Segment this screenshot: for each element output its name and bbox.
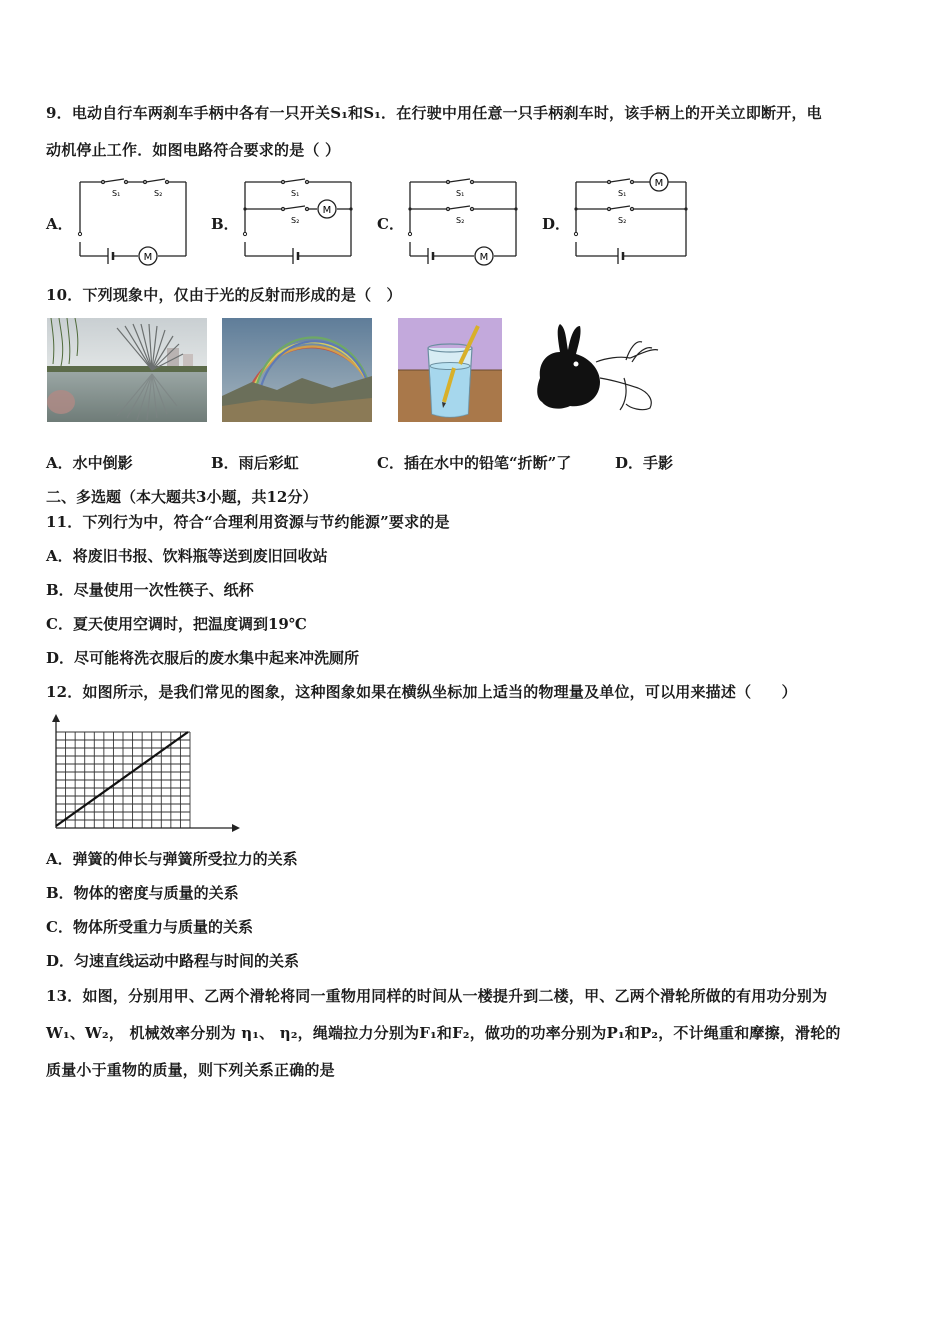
q9-circuit-b-diagram — [237, 176, 357, 266]
q9-circuit-d-diagram — [568, 172, 692, 266]
switch-label: S₂ — [291, 216, 300, 225]
q9-circuit-c-diagram — [402, 176, 522, 266]
switch-label: S₁ — [456, 189, 465, 198]
q9-option-a-label: A． — [46, 215, 73, 233]
q12-option-d: D．匀速直线运动中路程与时间的关系 — [46, 952, 300, 970]
q10-stem: 10．下列现象中，仅由于光的反射而形成的是（ ） — [46, 286, 402, 304]
q10-hand-shadow-photo — [530, 318, 666, 422]
q10-option-d: D．手影 — [615, 454, 674, 472]
switch-label: S₁ — [618, 189, 627, 198]
q10-option-b: B．雨后彩虹 — [211, 454, 299, 472]
q11-stem: 11．下列行为中，符合“合理利用资源与节约能源”要求的是 — [46, 513, 450, 531]
q13-stem-line3: 质量小于重物的质量，则下列关系正确的是 — [46, 1061, 335, 1079]
q10-pencil-in-water-photo — [398, 318, 502, 422]
q11-option-c: C．夏天使用空调时，把温度调到19℃ — [46, 615, 307, 633]
motor-label: M — [322, 205, 332, 216]
q12-option-a: A．弹簧的伸长与弹簧所受拉力的关系 — [46, 850, 298, 868]
q11-option-d: D．尽可能将洗衣服后的废水集中起来冲洗厕所 — [46, 649, 360, 667]
q13-stem-line2: W₁、W₂， 机械效率分别为 η₁、 η₂，绳端拉力分别为F₁和F₂，做功的功率分别为P₁和P₂，不计绳重和摩擦，滑轮的 — [46, 1024, 841, 1042]
q9-option-b-label: B． — [211, 215, 239, 233]
motor-label: M — [479, 252, 489, 263]
q11-option-a: A．将废旧书报、饮料瓶等送到废旧回收站 — [46, 547, 328, 565]
section-title-multiple-choice: 二、多选题（本大题共3小题，共12分） — [46, 488, 318, 506]
q9-stem-line2: 动机停止工作．如图电路符合要求的是（ ） — [46, 141, 341, 159]
switch-label: S₁ — [291, 189, 300, 198]
motor-label: M — [143, 252, 153, 263]
motor-label: M — [654, 178, 664, 189]
q12-option-b: B．物体的密度与质量的关系 — [46, 884, 239, 902]
q12-linear-graph — [44, 712, 242, 834]
q10-rainbow-photo — [222, 318, 372, 422]
q9-circuit-a-diagram — [72, 176, 192, 266]
q12-stem: 12．如图所示，是我们常见的图象，这种图象如果在横纵坐标加上适当的物理量及单位，可以用来描述（ ） — [46, 683, 797, 701]
q9-option-c-label: C． — [377, 215, 404, 233]
q13-stem-line1: 13．如图，分别用甲、乙两个滑轮将同一重物用同样的时间从一楼提升到二楼，甲、乙两个滑轮所做的有用功分别为 — [46, 987, 828, 1005]
q10-option-c: C．插在水中的铅笔“折断”了 — [377, 454, 572, 472]
switch-label: S₁ — [112, 189, 121, 198]
q9-stem-line1: 9．电动自行车两刹车手柄中各有一只开关S₁和S₁．在行驶中用任意一只手柄刹车时，该手柄上的开关立即断开，电 — [46, 104, 822, 122]
switch-label: S₂ — [456, 216, 465, 225]
q11-option-b: B．尽量使用一次性筷子、纸杯 — [46, 581, 254, 599]
q12-option-c: C．物体所受重力与质量的关系 — [46, 918, 253, 936]
q10-reflection-photo — [47, 318, 207, 422]
q9-option-d-label: D． — [542, 215, 571, 233]
switch-label: S₂ — [618, 216, 627, 225]
switch-label: S₂ — [154, 189, 163, 198]
q10-option-a: A．水中倒影 — [46, 454, 133, 472]
